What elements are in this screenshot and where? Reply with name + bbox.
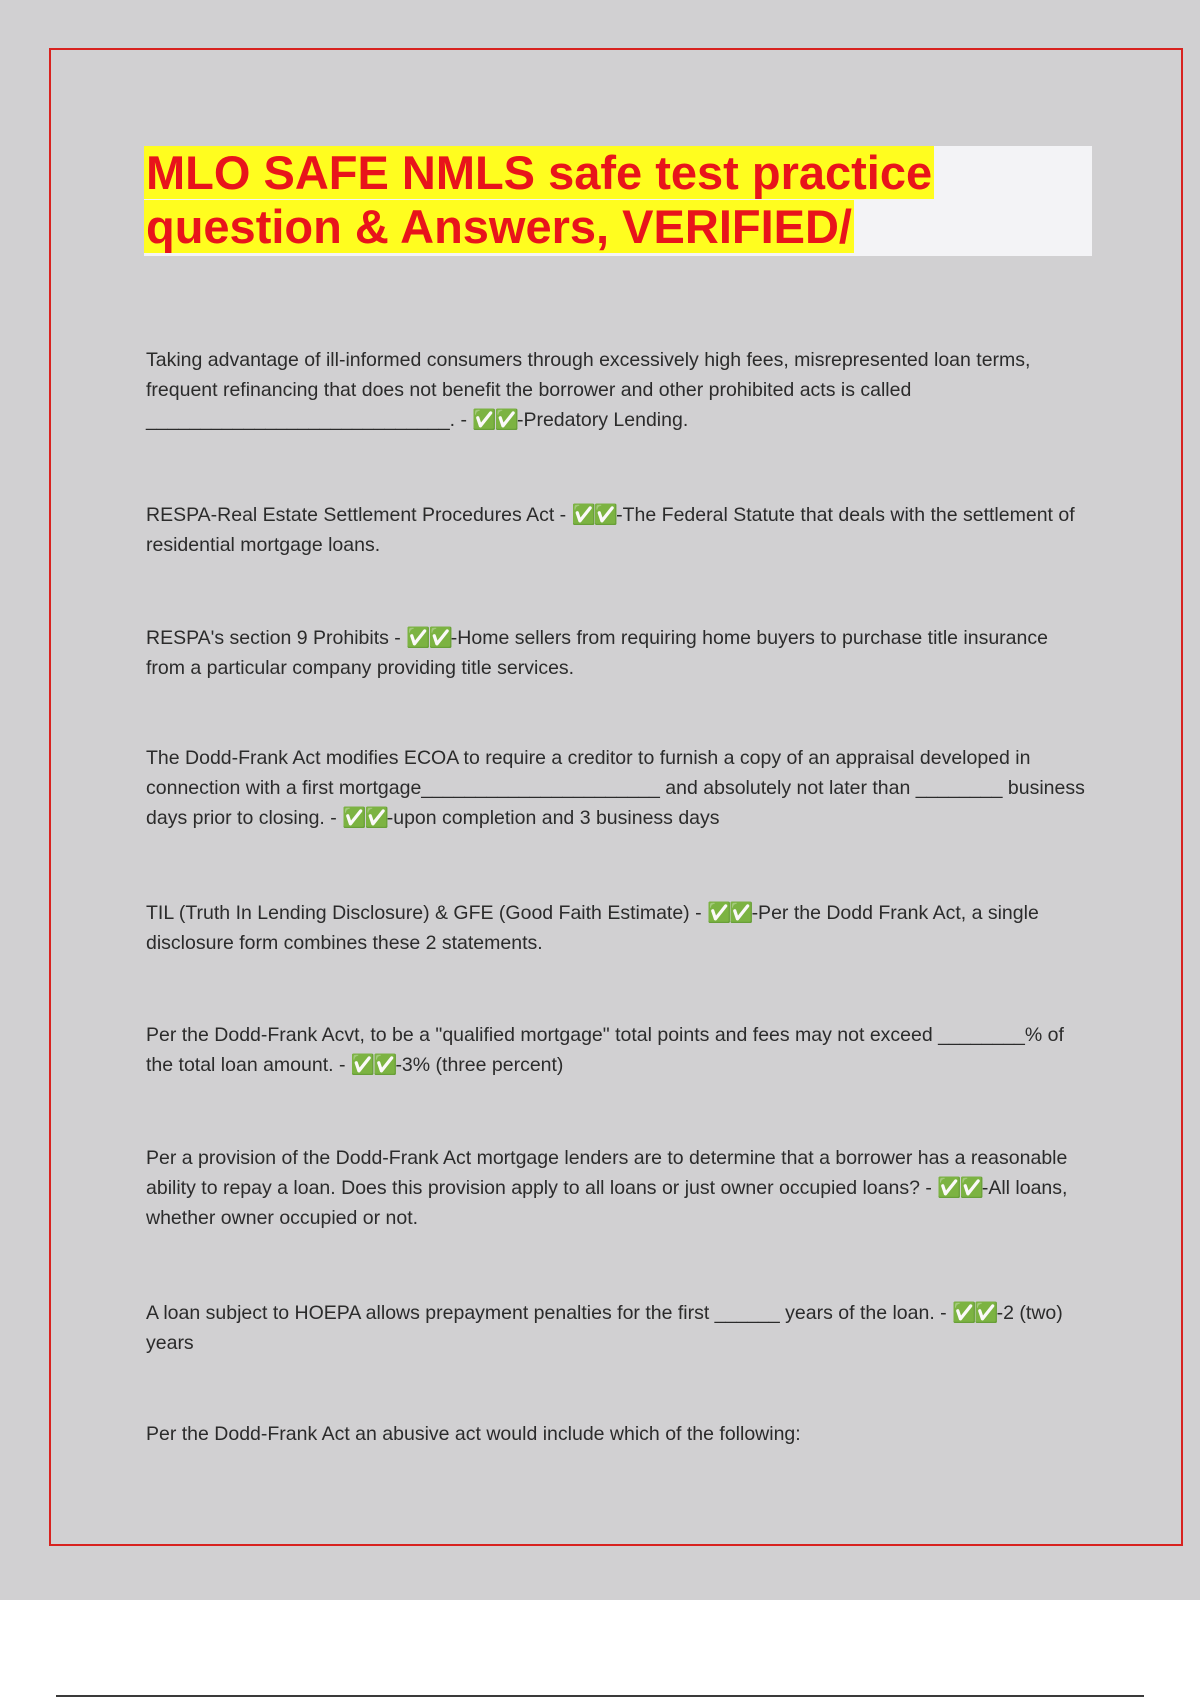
answer-text: -upon completion and 3 business days — [386, 807, 720, 829]
double-check-icon: ✅✅ — [350, 1054, 396, 1076]
answer-text: -Predatory Lending. — [516, 409, 689, 431]
question-text: The Dodd-Frank Act modifies ECOA to require a creditor to furnish a copy of an appraisal developed in connection with a first mortgage______________________ and absolutely not later than ________ business days prior to closing. - — [146, 747, 1085, 829]
question-text: TIL (Truth In Lending Disclosure) & GFE (Good Faith Estimate) - — [146, 902, 707, 924]
qa-item — [146, 623, 1086, 683]
document-title-box — [144, 146, 1092, 256]
qa-item — [146, 898, 1086, 958]
answer-text: -Home sellers from requiring home buyers to purchase title insurance from a particular company providing title services. — [146, 627, 1048, 679]
title-line-2: question & Answers, VERIFIED/ — [146, 200, 852, 253]
question-text: Taking advantage of ill-informed consumers through excessively high fees, misrepresented loan terms, frequent refinancing that does not benefit the borrower and other prohibited acts is called ____________________________. - — [146, 349, 1031, 431]
double-check-icon: ✅✅ — [342, 807, 387, 829]
qa-item — [146, 743, 1086, 833]
answer-text: -All loans, whether owner occupied or not. — [146, 1177, 1068, 1229]
double-check-icon: ✅✅ — [707, 902, 752, 924]
qa-item — [146, 1143, 1086, 1233]
double-check-icon: ✅✅ — [571, 504, 617, 526]
question-text: Per the Dodd-Frank Acvt, to be a "qualified mortgage" total points and fees may not exceed ________% of the total loan amount. - — [146, 1024, 1064, 1076]
page-divider — [56, 1695, 1144, 1697]
qa-item — [146, 1419, 801, 1449]
double-check-icon: ✅✅ — [406, 627, 451, 649]
qa-item — [146, 345, 1086, 435]
qa-item — [146, 1298, 1086, 1358]
question-text: Per the Dodd-Frank Act an abusive act would include which of the following: — [146, 1423, 801, 1445]
double-check-icon: ✅✅ — [472, 409, 517, 431]
question-text: RESPA-Real Estate Settlement Procedures Act - — [146, 504, 572, 526]
double-check-icon: ✅✅ — [952, 1302, 997, 1324]
question-text: Per a provision of the Dodd-Frank Act mortgage lenders are to determine that a borrower has a reasonable ability to repay a loan. Does this provision apply to all loans or just owner occupied loans? - — [146, 1147, 1068, 1199]
document-title — [144, 146, 1092, 254]
qa-item — [146, 1020, 1086, 1080]
answer-text: -The Federal Statute that deals with the settlement of residential mortgage loans. — [146, 504, 1075, 556]
page-bottom-area — [0, 1600, 1200, 1700]
qa-item — [146, 500, 1086, 560]
question-text: A loan subject to HOEPA allows prepayment penalties for the first ______ years of the loan. - — [146, 1302, 953, 1324]
question-text: RESPA's section 9 Prohibits - — [146, 627, 407, 649]
answer-text: -2 (two) years — [146, 1302, 1063, 1354]
answer-text: -3% (three percent) — [395, 1054, 564, 1076]
answer-text: -Per the Dodd Frank Act, a single disclosure form combines these 2 statements. — [146, 902, 1039, 954]
double-check-icon: ✅✅ — [937, 1177, 982, 1199]
title-line-1: MLO SAFE NMLS safe test practice — [146, 146, 933, 199]
